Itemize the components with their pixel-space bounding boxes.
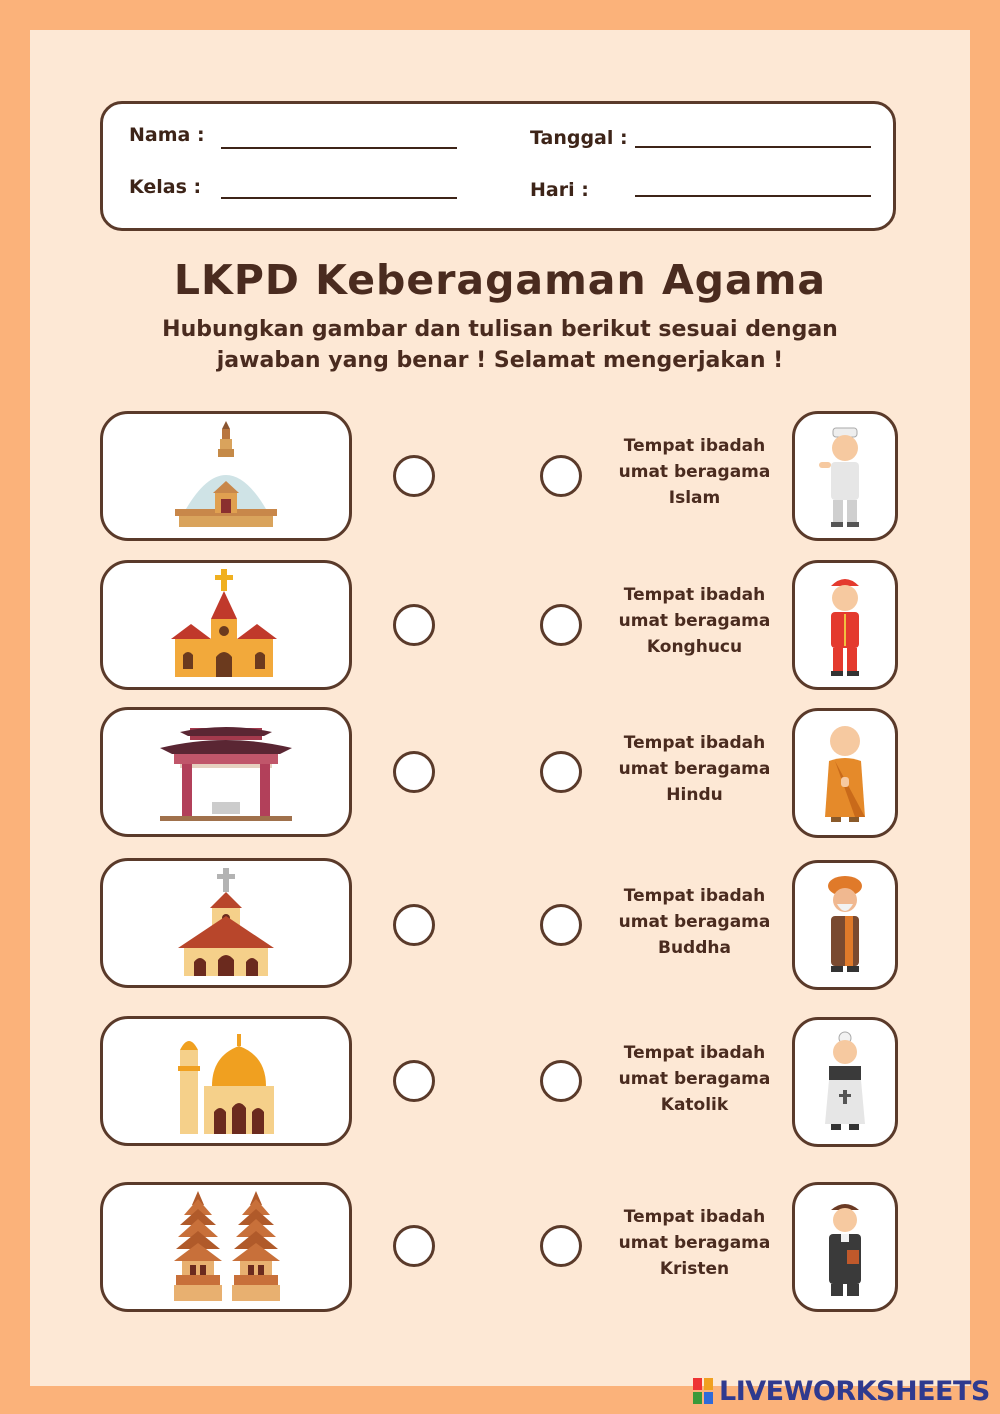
liveworksheets-logo-icon: [693, 1378, 713, 1404]
left-picture-card-6: [100, 1182, 352, 1312]
liveworksheets-logo: [693, 1376, 990, 1406]
left-picture-card-3: [100, 707, 352, 837]
left-connector-1[interactable]: [393, 455, 435, 497]
right-label-5: Tempat ibadah umat beragama Katolik: [618, 1043, 771, 1115]
left-picture-card-5: [100, 1016, 352, 1146]
right-connector-1[interactable]: [540, 455, 582, 497]
right-picture-card-1: [792, 411, 898, 541]
priest-icon: [815, 1030, 875, 1134]
right-picture-card-6: [792, 1182, 898, 1312]
left-connector-6[interactable]: [393, 1225, 435, 1267]
left-picture-card-2: [100, 560, 352, 690]
chapel-icon: [178, 868, 274, 978]
hari-field[interactable]: [635, 195, 871, 197]
nama-label: Nama :: [129, 124, 205, 146]
tanggal-field[interactable]: [635, 146, 871, 148]
hari-label: Hari :: [530, 179, 589, 201]
left-picture-card-1: [100, 411, 352, 541]
right-picture-card-4: [792, 860, 898, 990]
mosque-icon: [176, 1026, 276, 1136]
brand-text: LIVEWORKSHEETS: [719, 1375, 990, 1407]
right-label-4: Tempat ibadah umat beragama Buddha: [618, 886, 771, 958]
right-label-2: Tempat ibadah umat beragama Konghucu: [618, 585, 771, 657]
chinese-boy-icon: [815, 572, 875, 678]
stupa-icon: [171, 421, 281, 531]
kelas-label: Kelas :: [129, 176, 202, 198]
pura-icon: [170, 1191, 282, 1303]
instruction-text: Hubungkan gambar dan tulisan berikut sesuai dengan jawaban yang benar ! Selamat mengerjakan !: [162, 317, 838, 373]
student-info-box: [100, 101, 896, 231]
right-connector-3[interactable]: [540, 751, 582, 793]
muslim-boy-icon: [815, 424, 875, 528]
page-title: LKPD Keberagaman Agama: [173, 256, 827, 304]
right-label-6: Tempat ibadah umat beragama Kristen: [618, 1207, 771, 1279]
church-icon: [171, 569, 281, 681]
right-picture-card-2: [792, 560, 898, 690]
left-picture-card-4: [100, 858, 352, 988]
right-connector-6[interactable]: [540, 1225, 582, 1267]
right-label-3: Tempat ibadah umat beragama Hindu: [618, 733, 771, 805]
klenteng-icon: [160, 722, 292, 822]
tanggal-label: Tanggal :: [530, 127, 628, 149]
left-connector-4[interactable]: [393, 904, 435, 946]
monk-icon: [815, 721, 875, 825]
right-connector-5[interactable]: [540, 1060, 582, 1102]
right-picture-card-3: [792, 708, 898, 838]
nama-field[interactable]: [221, 147, 457, 149]
hindu-man-icon: [815, 872, 875, 978]
left-connector-5[interactable]: [393, 1060, 435, 1102]
left-connector-2[interactable]: [393, 604, 435, 646]
right-label-1: Tempat ibadah umat beragama Islam: [618, 436, 771, 508]
right-connector-4[interactable]: [540, 904, 582, 946]
right-connector-2[interactable]: [540, 604, 582, 646]
pastor-icon: [815, 1194, 875, 1300]
kelas-field[interactable]: [221, 197, 457, 199]
right-picture-card-5: [792, 1017, 898, 1147]
left-connector-3[interactable]: [393, 751, 435, 793]
